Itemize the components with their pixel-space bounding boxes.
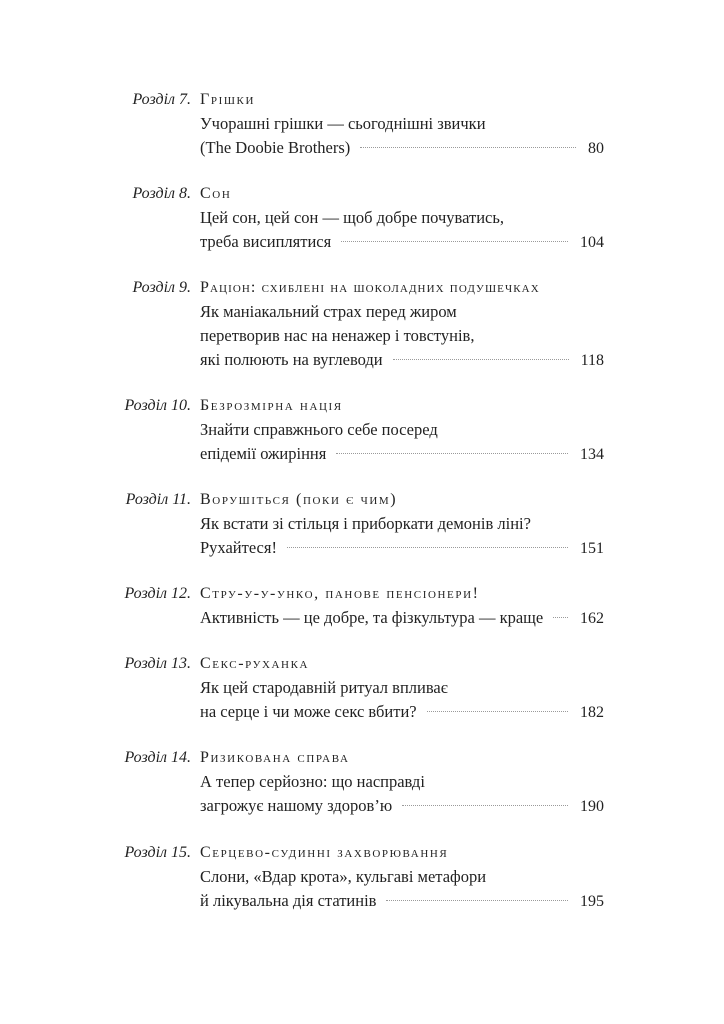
dot-leader [287, 547, 568, 548]
chapter-subtitle: Як встати зі стільця і приборкати демонів ліні? [200, 514, 531, 533]
dot-leader [553, 617, 568, 618]
chapter-label: Розділ 9. [132, 279, 191, 296]
chapter-subtitle: Рухайтеся! [200, 538, 277, 557]
chapter-title: Ворушіться (поки є чим) [200, 491, 398, 508]
chapter-subtitle: перетворив нас на ненажер і товстунів, [200, 326, 475, 345]
chapter-label: Розділ 10. [124, 397, 191, 414]
chapter-subtitle: Учорашні грішки — сьогоднішні звички [200, 114, 486, 133]
chapter-subtitle: й лікувальна дія статинів [200, 891, 377, 910]
chapter-subtitle: епідемії ожиріння [200, 444, 327, 463]
chapter-title: Секс-руханка [200, 655, 310, 672]
chapter-label: Розділ 11. [125, 491, 191, 508]
chapter-label: Розділ 15. [124, 844, 191, 861]
dot-leader [393, 359, 569, 360]
chapter-subtitle: Цей сон, цей сон — щоб добре почуватись, [200, 208, 505, 227]
dot-leader [360, 147, 576, 148]
page-number: 134 [580, 446, 604, 463]
dot-leader [402, 805, 568, 806]
chapter-subtitle: Як маніакальний страх перед жиром [200, 302, 457, 321]
dot-leader [341, 241, 568, 242]
page-number: 151 [580, 540, 604, 557]
chapter-subtitle: Як цей стародавній ритуал впливає [200, 678, 448, 697]
page-number: 195 [580, 893, 604, 910]
chapter-subtitle: Слони, «Вдар крота», кульгаві метафори [200, 867, 487, 886]
chapter-title: Безрозмірна нація [200, 397, 343, 414]
chapter-title: Стру-у-у-унко, панове пенсіонери! [200, 585, 480, 602]
page-number: 118 [580, 352, 604, 369]
page-number: 104 [580, 234, 604, 251]
chapter-label: Розділ 7. [132, 91, 191, 108]
chapter-subtitle: загрожує нашому здоров’ю [200, 796, 393, 815]
chapter-subtitle: на серце і чи може секс вбити? [200, 702, 417, 721]
chapter-subtitle: А тепер серйозно: що насправді [200, 772, 425, 791]
page-number: 182 [580, 704, 604, 721]
chapter-subtitle: треба висиплятися [200, 232, 332, 251]
chapter-title: Сон [200, 185, 232, 202]
chapter-subtitle: Активність — це добре, та фізкультура — краще [200, 608, 544, 627]
chapter-label: Розділ 12. [124, 585, 191, 602]
chapter-title: Грішки [200, 91, 256, 108]
dot-leader [336, 453, 568, 454]
chapter-title: Серцево-судинні захворювання [200, 844, 449, 861]
page-number: 162 [580, 610, 604, 627]
chapter-title: Ризикована справа [200, 749, 350, 766]
chapter-subtitle: які полюють на вуглеводи [200, 350, 383, 369]
chapter-label: Розділ 14. [124, 749, 191, 766]
chapter-title: Раціон: схиблені на шоколадних подушечках [200, 279, 540, 296]
dot-leader [386, 900, 568, 901]
dot-leader [427, 711, 568, 712]
chapter-subtitle: (The Doobie Brothers) [200, 138, 351, 157]
page-number: 80 [588, 140, 604, 157]
page-number: 190 [580, 798, 604, 815]
chapter-label: Розділ 8. [132, 185, 191, 202]
chapter-label: Розділ 13. [124, 655, 191, 672]
chapter-subtitle: Знайти справжнього себе посеред [200, 420, 438, 439]
